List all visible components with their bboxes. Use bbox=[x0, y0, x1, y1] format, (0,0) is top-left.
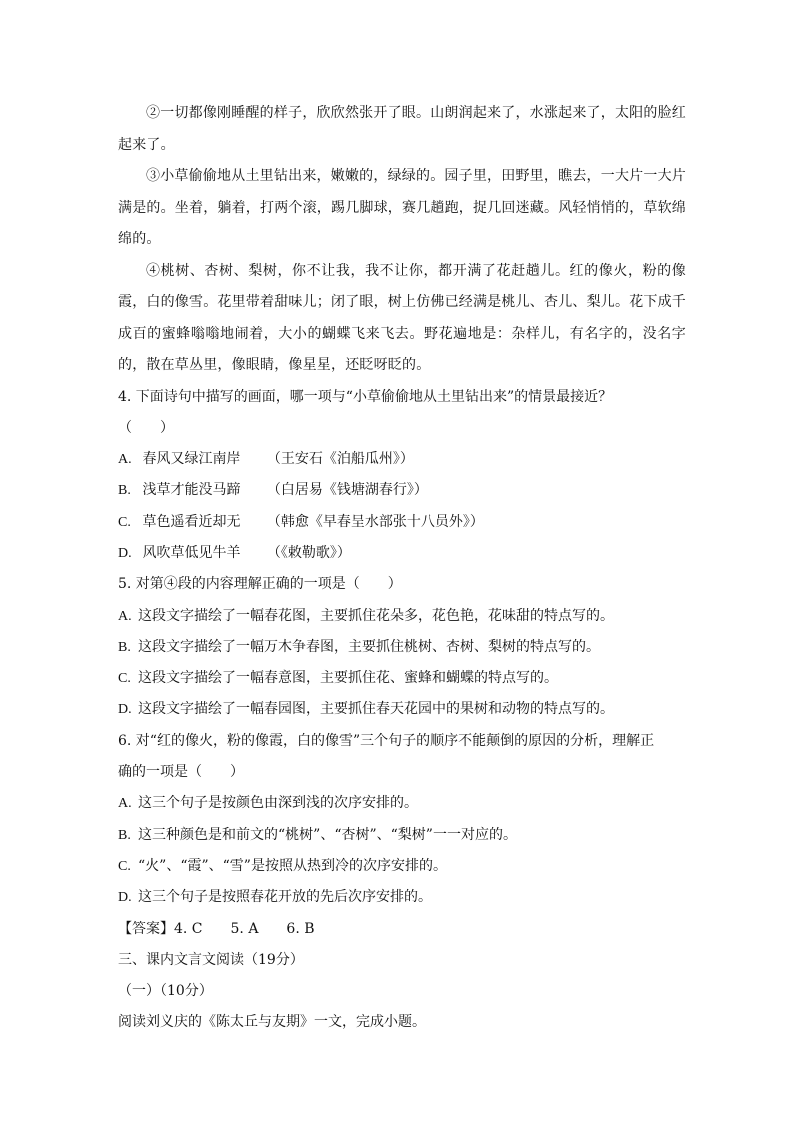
question-4-blank: （ ） bbox=[118, 419, 174, 436]
question-5-option-b bbox=[118, 632, 686, 663]
option-text: 这段文字描绘了一幅春园图，主要抓住春天花园中的果树和动物的特点写的。 bbox=[138, 701, 614, 718]
option-text: 风吹草低见牛羊 bbox=[142, 544, 241, 561]
passage-paragraph-4: ④桃树、杏树、梨树，你不让我，我不让你，都开满了花赶趟儿。红的像火，粉的像霞，白的像雪。花里带着甜味儿；闭了眼，树上仿佛已经满是桃儿、杏儿、梨儿。花下成千成百的蜜蜂嗡嗡地闹着，大小的蝴蝶飞来飞去。野花遍地是：杂样儿，有名字的，没名字的，散在草丛里，像眼睛，像星星，还眨呀眨的。 bbox=[118, 262, 686, 373]
question-6-option-c bbox=[118, 851, 686, 882]
question-5-stem: 5. 对第④段的内容理解正确的一项是（ ） bbox=[118, 576, 402, 593]
question-6-stem-line-1: 6. 对“红的像火，粉的像霞，白的像雪”三个句子的顺序不能颠倒的原因的分析，理解正 bbox=[118, 732, 655, 749]
section-3-subtitle: （一）（10分） bbox=[118, 983, 213, 1000]
option-label: C. bbox=[118, 858, 131, 874]
option-text: 这三种颜色是和前文的“桃树”、“杏树”、“梨树”一一对应的。 bbox=[138, 826, 517, 843]
question-5-option-c bbox=[118, 663, 686, 694]
document-page bbox=[118, 98, 686, 1039]
question-5-option-a bbox=[118, 601, 686, 632]
option-label: C. bbox=[118, 514, 131, 530]
option-label: B. bbox=[118, 639, 131, 655]
question-4-option-c bbox=[118, 507, 686, 538]
question-4-option-a bbox=[118, 444, 686, 475]
section-3-title: 三、课内文言文阅读（19分） bbox=[118, 951, 304, 968]
option-label: C. bbox=[118, 671, 131, 687]
question-6-option-d bbox=[118, 882, 686, 913]
question-6-option-a bbox=[118, 788, 686, 819]
answer-key-label: 【答案】 bbox=[118, 920, 174, 937]
option-label: A. bbox=[118, 452, 132, 468]
option-text: 这段文字描绘了一幅春意图，主要抓住花、蜜蜂和蝴蝶的特点写的。 bbox=[138, 670, 558, 687]
question-4-stem: 4. 下面诗句中描写的画面，哪一项与“小草偷偷地从土里钻出来”的情景最接近？ bbox=[118, 388, 613, 405]
option-source: （韩愈《早春呈水部张十八员外》） bbox=[266, 513, 484, 530]
passage-paragraph-2: ②一切都像刚睡醒的样子，欣欣然张开了眼。山朗润起来了，水涨起来了，太阳的脸红起来了。 bbox=[118, 105, 686, 153]
answer-line bbox=[118, 914, 686, 945]
option-text: 这三个句子是按颜色由深到浅的次序安排的。 bbox=[138, 795, 418, 812]
option-label: B. bbox=[118, 827, 131, 843]
option-text: 草色遥看近却无 bbox=[142, 513, 241, 530]
option-label: D. bbox=[118, 702, 132, 718]
passage-paragraph-3: ③小草偷偷地从土里钻出来，嫩嫩的，绿绿的。园子里，田野里，瞧去，一大片一大片满是的。坐着，躺着，打两个滚，踢几脚球，赛几趟跑，捉几回迷藏。风轻悄悄的，草软绵绵的。 bbox=[118, 168, 686, 247]
option-text: 春风又绿江南岸 bbox=[142, 451, 241, 468]
option-label: D. bbox=[118, 545, 132, 561]
option-source: （白居易《钱塘湖春行》） bbox=[266, 482, 428, 499]
question-4-option-d bbox=[118, 538, 686, 569]
option-label: D. bbox=[118, 890, 132, 906]
option-source: （《敕勒歌》） bbox=[266, 544, 351, 561]
option-source: （王安石《泊船瓜州》） bbox=[266, 451, 414, 468]
option-text: 浅草才能没马蹄 bbox=[142, 482, 241, 499]
option-text: 这段文字描绘了一幅万木争春图，主要抓住桃树、杏树、梨树的特点写的。 bbox=[138, 638, 600, 655]
option-label: B. bbox=[118, 483, 131, 499]
question-5-option-d bbox=[118, 694, 686, 725]
question-6-option-b bbox=[118, 820, 686, 851]
question-4-option-b bbox=[118, 475, 686, 506]
question-6-stem-line-2: 确的一项是（ ） bbox=[118, 764, 244, 781]
option-label: A. bbox=[118, 608, 132, 624]
option-text: 这段文字描绘了一幅春花图，主要抓住花朵多，花色艳，花味甜的特点写的。 bbox=[138, 607, 614, 624]
section-3-intro: 阅读刘义庆的《陈太丘与友期》一文，完成小题。 bbox=[118, 1014, 426, 1031]
option-label: A. bbox=[118, 796, 132, 812]
option-text: “火”、“霞”、“雪”是按照从热到冷的次序安排的。 bbox=[138, 857, 447, 874]
option-text: 这三个句子是按照春花开放的先后次序安排的。 bbox=[138, 889, 432, 906]
answer-values: 4. C 5. A 6. B bbox=[174, 920, 315, 937]
